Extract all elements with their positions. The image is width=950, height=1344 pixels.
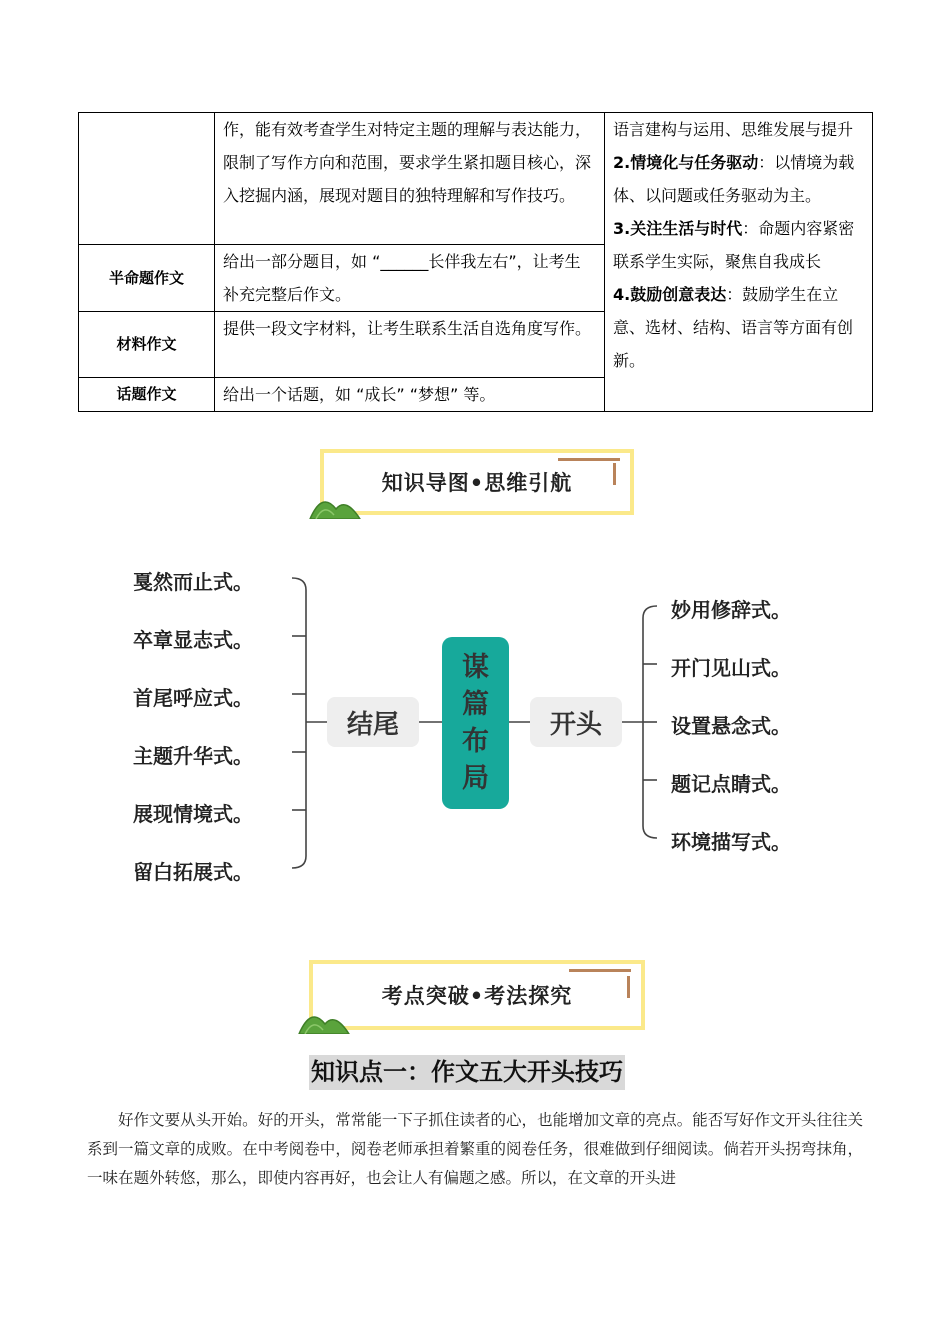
requirement-label: 3.关注生活与时代 <box>613 219 743 238</box>
knowledge-point-heading: 知识点一：作文五大开头技巧 <box>309 1055 625 1090</box>
opening-method-item: 开门见山式。 <box>671 656 791 680</box>
ending-method-item: 首尾呼应式。 <box>133 686 253 710</box>
requirement-label: 2.情境化与任务驱动 <box>613 153 759 172</box>
requirement-text: ：鼓励学生在立意、选材、结构、语言等方面有创新。 <box>613 285 854 370</box>
ending-method-item: 展现情境式。 <box>133 802 253 826</box>
banner-title: 考点突破•考法探究 <box>381 984 573 1008</box>
banner-corner-line <box>627 976 630 998</box>
body-paragraph: 好作文要从头开始。好的开头，常常能一下子抓住读者的心，也能增加文章的亮点。能否写好作文开头往往关系到一篇文章的成败。在中考阅卷中，阅卷老师承担着繁重的阅卷任务，很难做到仔细阅读。倘若开头拐弯抹角，一味在题外转悠，那么，即使内容再好，也会让人有偏题之感。所以，在文章的开头进 <box>87 1111 863 1187</box>
requirement-text: ：以情境为载体、以问题或任务驱动为主。 <box>613 153 855 205</box>
center-char: 谋 <box>462 652 489 683</box>
requirement-text: ：命题内容紧密联系学生实际，聚焦自我成长 <box>613 219 855 271</box>
banner-title: 知识导图•思维引航 <box>381 471 573 495</box>
ending-method-item: 留白拓展式。 <box>133 860 253 884</box>
type-cell: 话题作文 <box>79 378 215 412</box>
description-cell: 提供一段文字材料，让考生联系生活自选角度写作。 <box>215 312 605 378</box>
description-cell: 作，能有效考查学生对特定主题的理解与表达能力，限制了写作方向和范围，要求学生紧扣题目核心，深入挖掘内涵，展现对题目的独特理解和写作技巧。 <box>215 113 605 245</box>
ending-branch-node: 结尾 <box>327 697 419 747</box>
banner-corner-line <box>569 969 631 972</box>
ending-method-item: 主题升华式。 <box>133 744 253 768</box>
opening-branch-node: 开头 <box>530 697 622 747</box>
center-char: 局 <box>462 763 489 794</box>
type-cell: 材料作文 <box>79 312 215 378</box>
requirement-label: 4.鼓励创意表达 <box>613 285 727 304</box>
opening-method-item: 妙用修辞式。 <box>671 598 791 622</box>
ending-method-item: 戛然而止式。 <box>133 570 253 594</box>
requirement-intro: 语言建构与运用、思维发展与提升 <box>613 120 854 139</box>
opening-method-item: 设置悬念式。 <box>671 714 791 738</box>
exam-banner <box>297 960 645 1030</box>
center-node <box>442 637 509 809</box>
description-cell: 给出一个话题，如 “成长” “梦想” 等。 <box>215 378 605 412</box>
ending-method-item: 卒章显志式。 <box>133 628 253 652</box>
opening-method-item: 环境描写式。 <box>671 830 791 854</box>
center-char: 篇 <box>462 689 489 720</box>
opening-method-item: 题记点睛式。 <box>671 772 791 796</box>
hills-icon <box>297 1004 357 1034</box>
type-cell: 半命题作文 <box>79 245 215 312</box>
center-char: 布 <box>462 726 489 757</box>
description-cell: 给出一部分题目，如 “______长伴我左右”，让考生补充完整后作文。 <box>215 245 605 312</box>
